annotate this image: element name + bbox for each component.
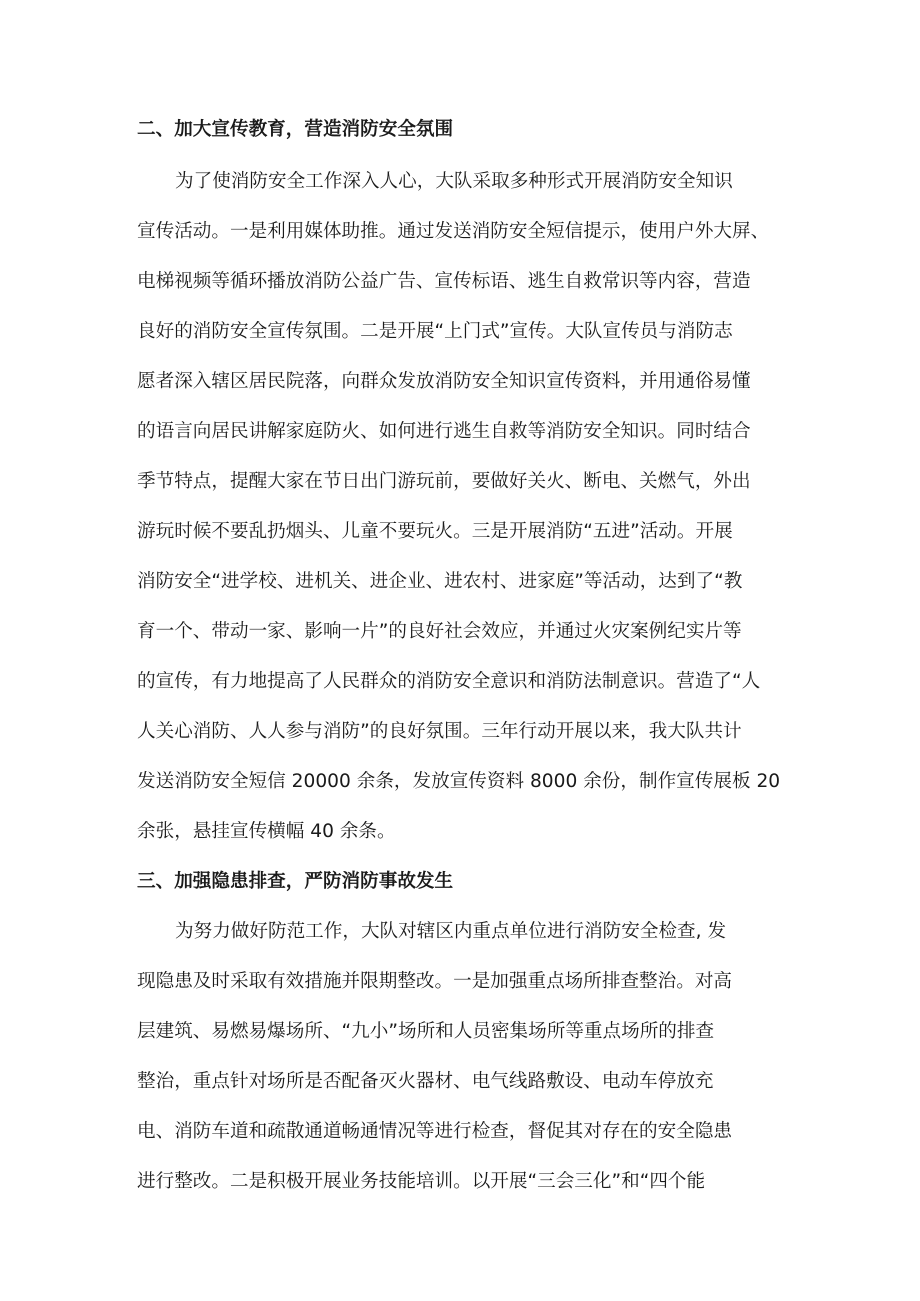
- paragraph-line: 余张，悬挂宣传横幅 40 余条。: [137, 821, 396, 842]
- paragraph-line: 现隐患及时采取有效措施并限期整改。一是加强重点场所排查整治。对高: [137, 971, 733, 992]
- paragraph-line: 电梯视频等循环播放消防公益广告、宣传标语、逃生自救常识等内容，营造: [137, 271, 751, 292]
- paragraph-line: 发送消防安全短信 20000 余条，发放宣传资料 8000 余份，制作宣传展板 20: [137, 771, 781, 792]
- section-heading: 三、加强隐患排查，严防消防事故发生: [137, 871, 454, 892]
- paragraph-line: 为努力做好防范工作，大队对辖区内重点单位进行消防安全检查, 发: [175, 921, 727, 942]
- paragraph-line: 进行整改。二是积极开展业务技能培训。以开展“三会三化”和“四个能: [137, 1171, 706, 1192]
- paragraph-line: 游玩时候不要乱扔烟头、儿童不要玩火。三是开展消防“五进”活动。开展: [137, 521, 733, 542]
- paragraph-line: 人关心消防、人人参与消防”的良好氛围。三年行动开展以来，我大队共计: [137, 721, 742, 742]
- paragraph-line: 育一个、带动一家、影响一片”的良好社会效应，并通过火灾案例纪实片等: [137, 621, 742, 642]
- paragraph-line: 的语言向居民讲解家庭防火、如何进行逃生自救等消防安全知识。同时结合: [137, 421, 751, 442]
- paragraph-line: 电、消防车道和疏散通道畅通情况等进行检查，督促其对存在的安全隐患: [137, 1121, 733, 1142]
- paragraph-line: 为了使消防安全工作深入人心，大队采取多种形式开展消防安全知识: [175, 171, 733, 192]
- paragraph-line: 整治，重点针对场所是否配备灭火器材、电气线路敷设、电动车停放充: [137, 1071, 714, 1092]
- paragraph-line: 宣传活动。一是利用媒体助推。通过发送消防安全短信提示，使用户外大屏、: [137, 221, 770, 242]
- paragraph-line: 层建筑、易燃易爆场所、“九小”场所和人员密集场所等重点场所的排查: [137, 1021, 715, 1042]
- paragraph-line: 的宣传，有力地提高了人民群众的消防安全意识和消防法制意识。营造了“人: [137, 671, 761, 692]
- section-heading: 二、加大宣传教育，营造消防安全氛围: [137, 119, 454, 140]
- paragraph-line: 消防安全“进学校、进机关、进企业、进农村、进家庭”等活动，达到了“教: [137, 571, 743, 592]
- paragraph-line: 季节特点，提醒大家在节日出门游玩前，要做好关火、断电、关燃气，外出: [137, 471, 751, 492]
- paragraph-line: 愿者深入辖区居民院落，向群众发放消防安全知识宣传资料，并用通俗易懂: [137, 371, 751, 392]
- paragraph-line: 良好的消防安全宣传氛围。二是开展“上门式”宣传。大队宣传员与消防志: [137, 321, 733, 342]
